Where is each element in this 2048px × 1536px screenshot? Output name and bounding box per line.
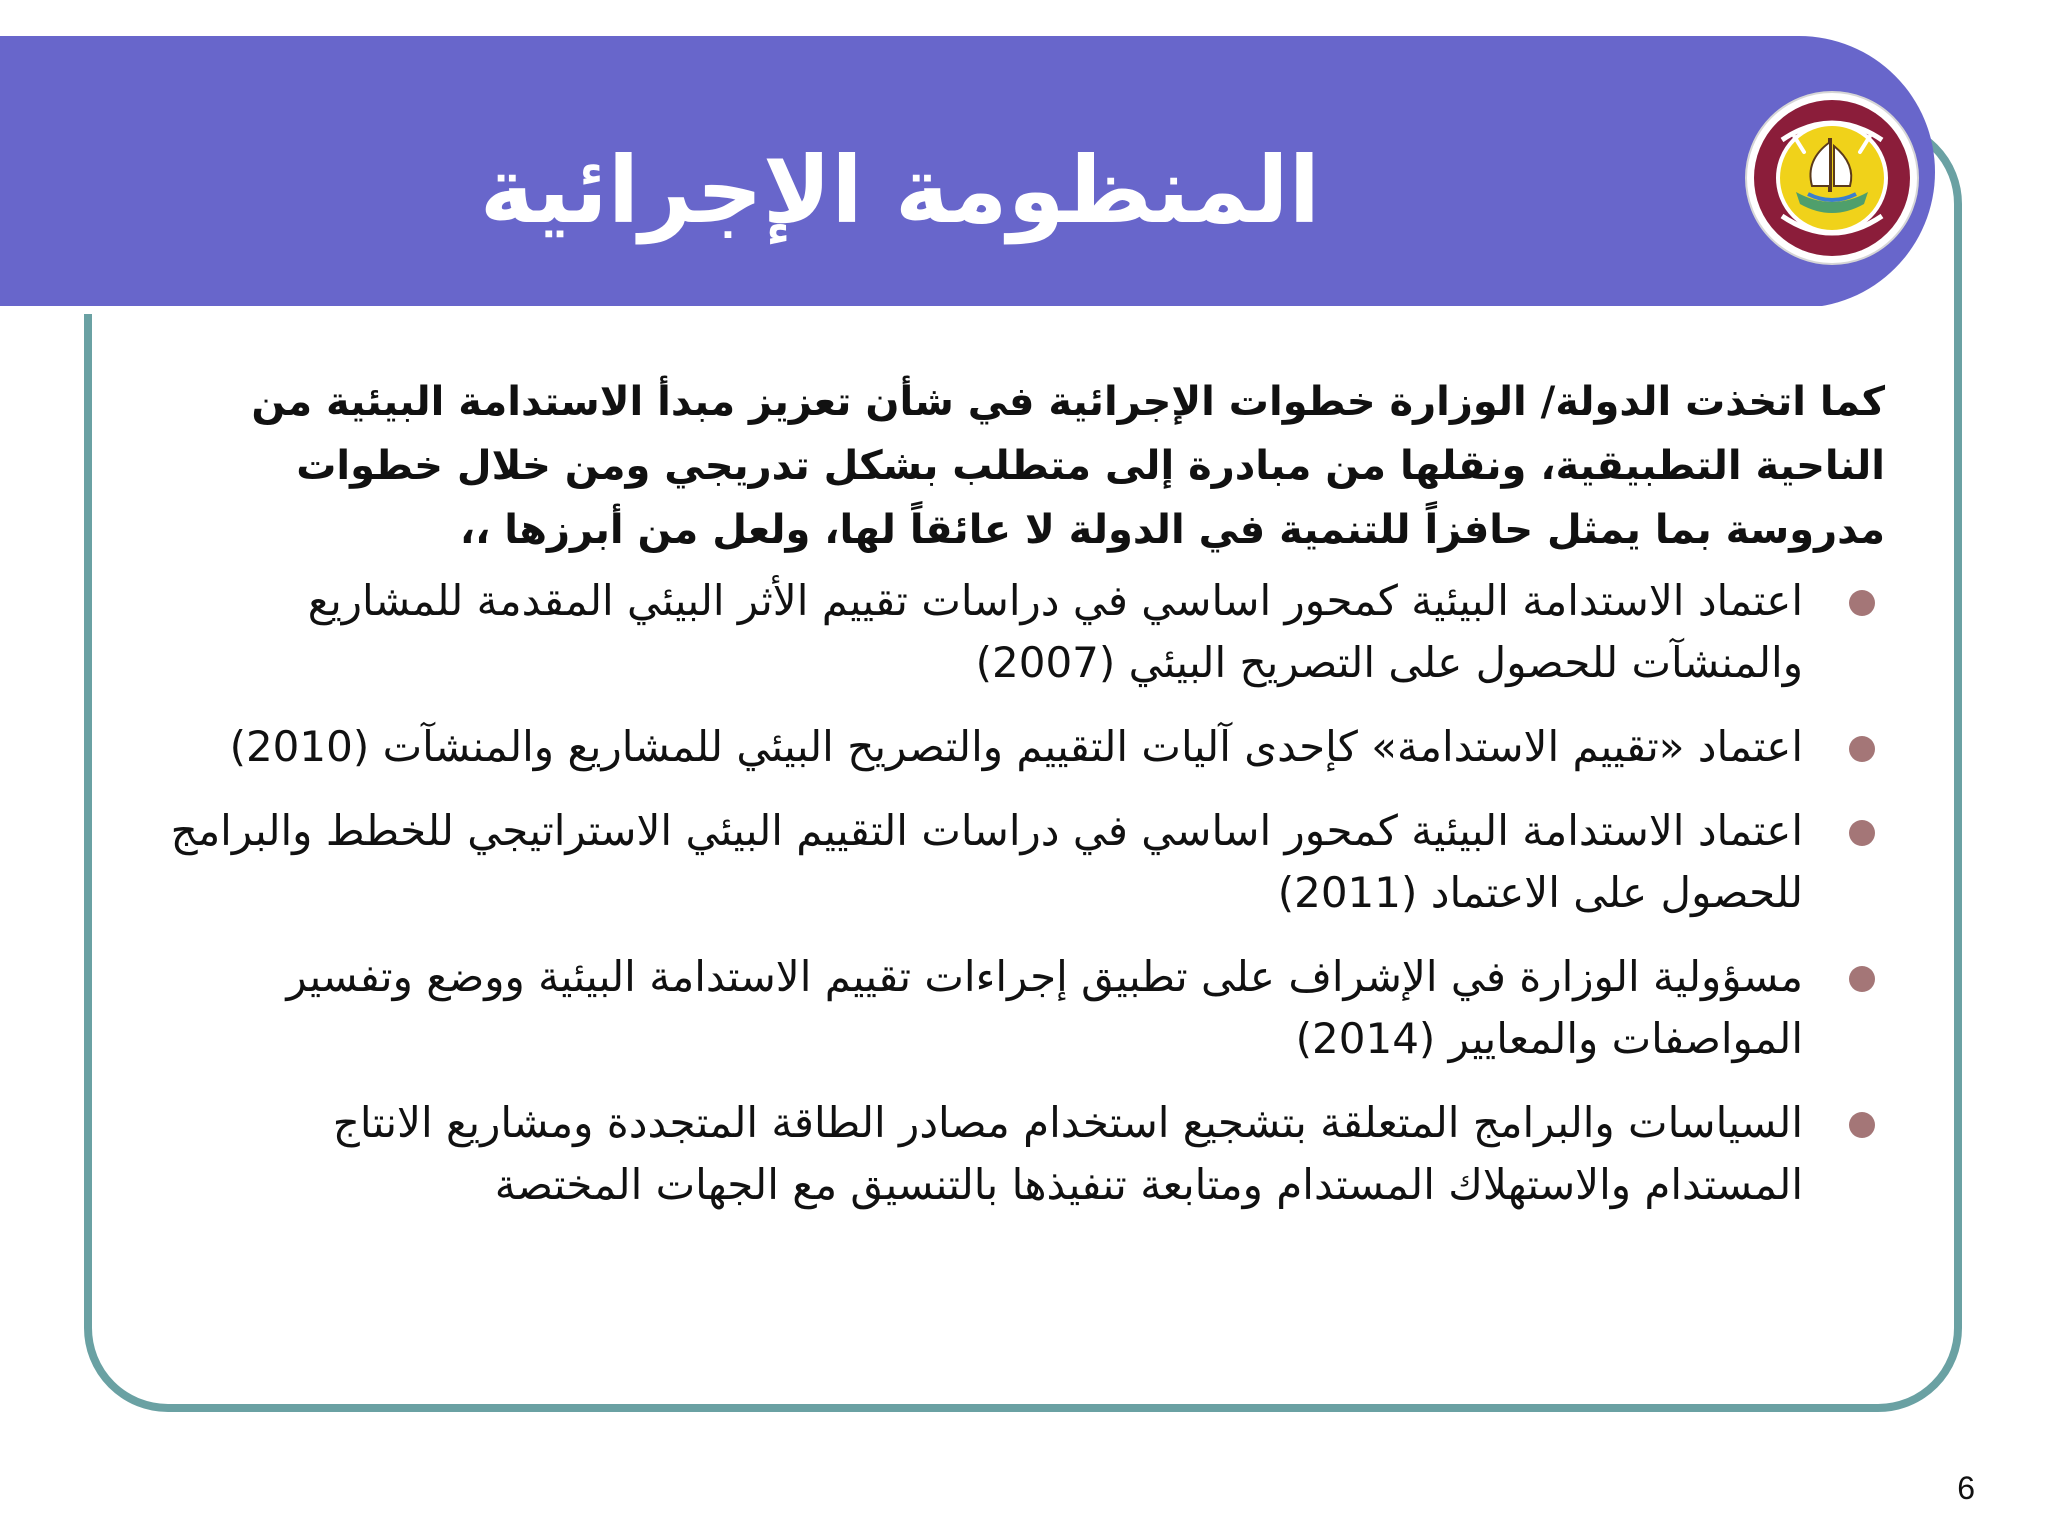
page-number: 6 [1957,1470,1975,1506]
bullet-dot-icon [1849,736,1875,762]
bullet-dot-icon [1849,590,1875,616]
bullet-dot-icon [1849,1112,1875,1138]
measures-list [170,570,1885,1216]
emblem-icon [1742,88,1922,268]
list-item-text: اعتماد الاستدامة البيئية كمحور اساسي في دراسات تقييم الأثر البيئي المقدمة للمشاريع والمنشآت للحصول على التصريح البيئي (2007) [307,576,1803,687]
list-item-text: اعتماد «تقييم الاستدامة» كإحدى آليات التقييم والتصريح البيئي للمشاريع والمنشآت (2010) [229,722,1803,771]
list-item [170,1092,1885,1216]
list-item-text: مسؤولية الوزارة في الإشراف على تطبيق إجراءات تقييم الاستدامة البيئية ووضع وتفسير المواصفات والمعايير (2014) [286,952,1803,1063]
header-divider-line [0,306,1835,314]
list-item [170,570,1885,694]
bullet-dot-icon [1849,820,1875,846]
intro-paragraph: كما اتخذت الدولة/ الوزارة خطوات الإجرائية في شأن تعزيز مبدأ الاستدامة البيئية من الناحية التطبيقية، ونقلها من مبادرة إلى متطلب بشكل تدريجي ومن خلال خطوات مدروسة بما يمثل حافزاً للتنمية في الدولة لا عائقاً لها، ولعل من أبرزها ،، [251,379,1885,553]
qatar-ministry-environment-emblem [1742,88,1922,268]
slide-header-band [0,36,1935,308]
bullet-dot-icon [1849,966,1875,992]
slide-title: المنظومة الإجرائية [479,137,1321,244]
list-item [170,946,1885,1070]
slide-content [170,370,1885,1350]
list-item-text: اعتماد الاستدامة البيئية كمحور اساسي في دراسات التقييم البيئي الاستراتيجي للخطط والبرامج للحصول على الاعتماد (2011) [170,806,1803,917]
list-item [170,716,1885,778]
list-item [170,800,1885,924]
list-item-text: السياسات والبرامج المتعلقة بتشجيع استخدام مصادر الطاقة المتجددة ومشاريع الانتاج المستدام والاستهلاك المستدام ومتابعة تنفيذها بالتنسيق مع الجهات المختصة [332,1098,1803,1209]
